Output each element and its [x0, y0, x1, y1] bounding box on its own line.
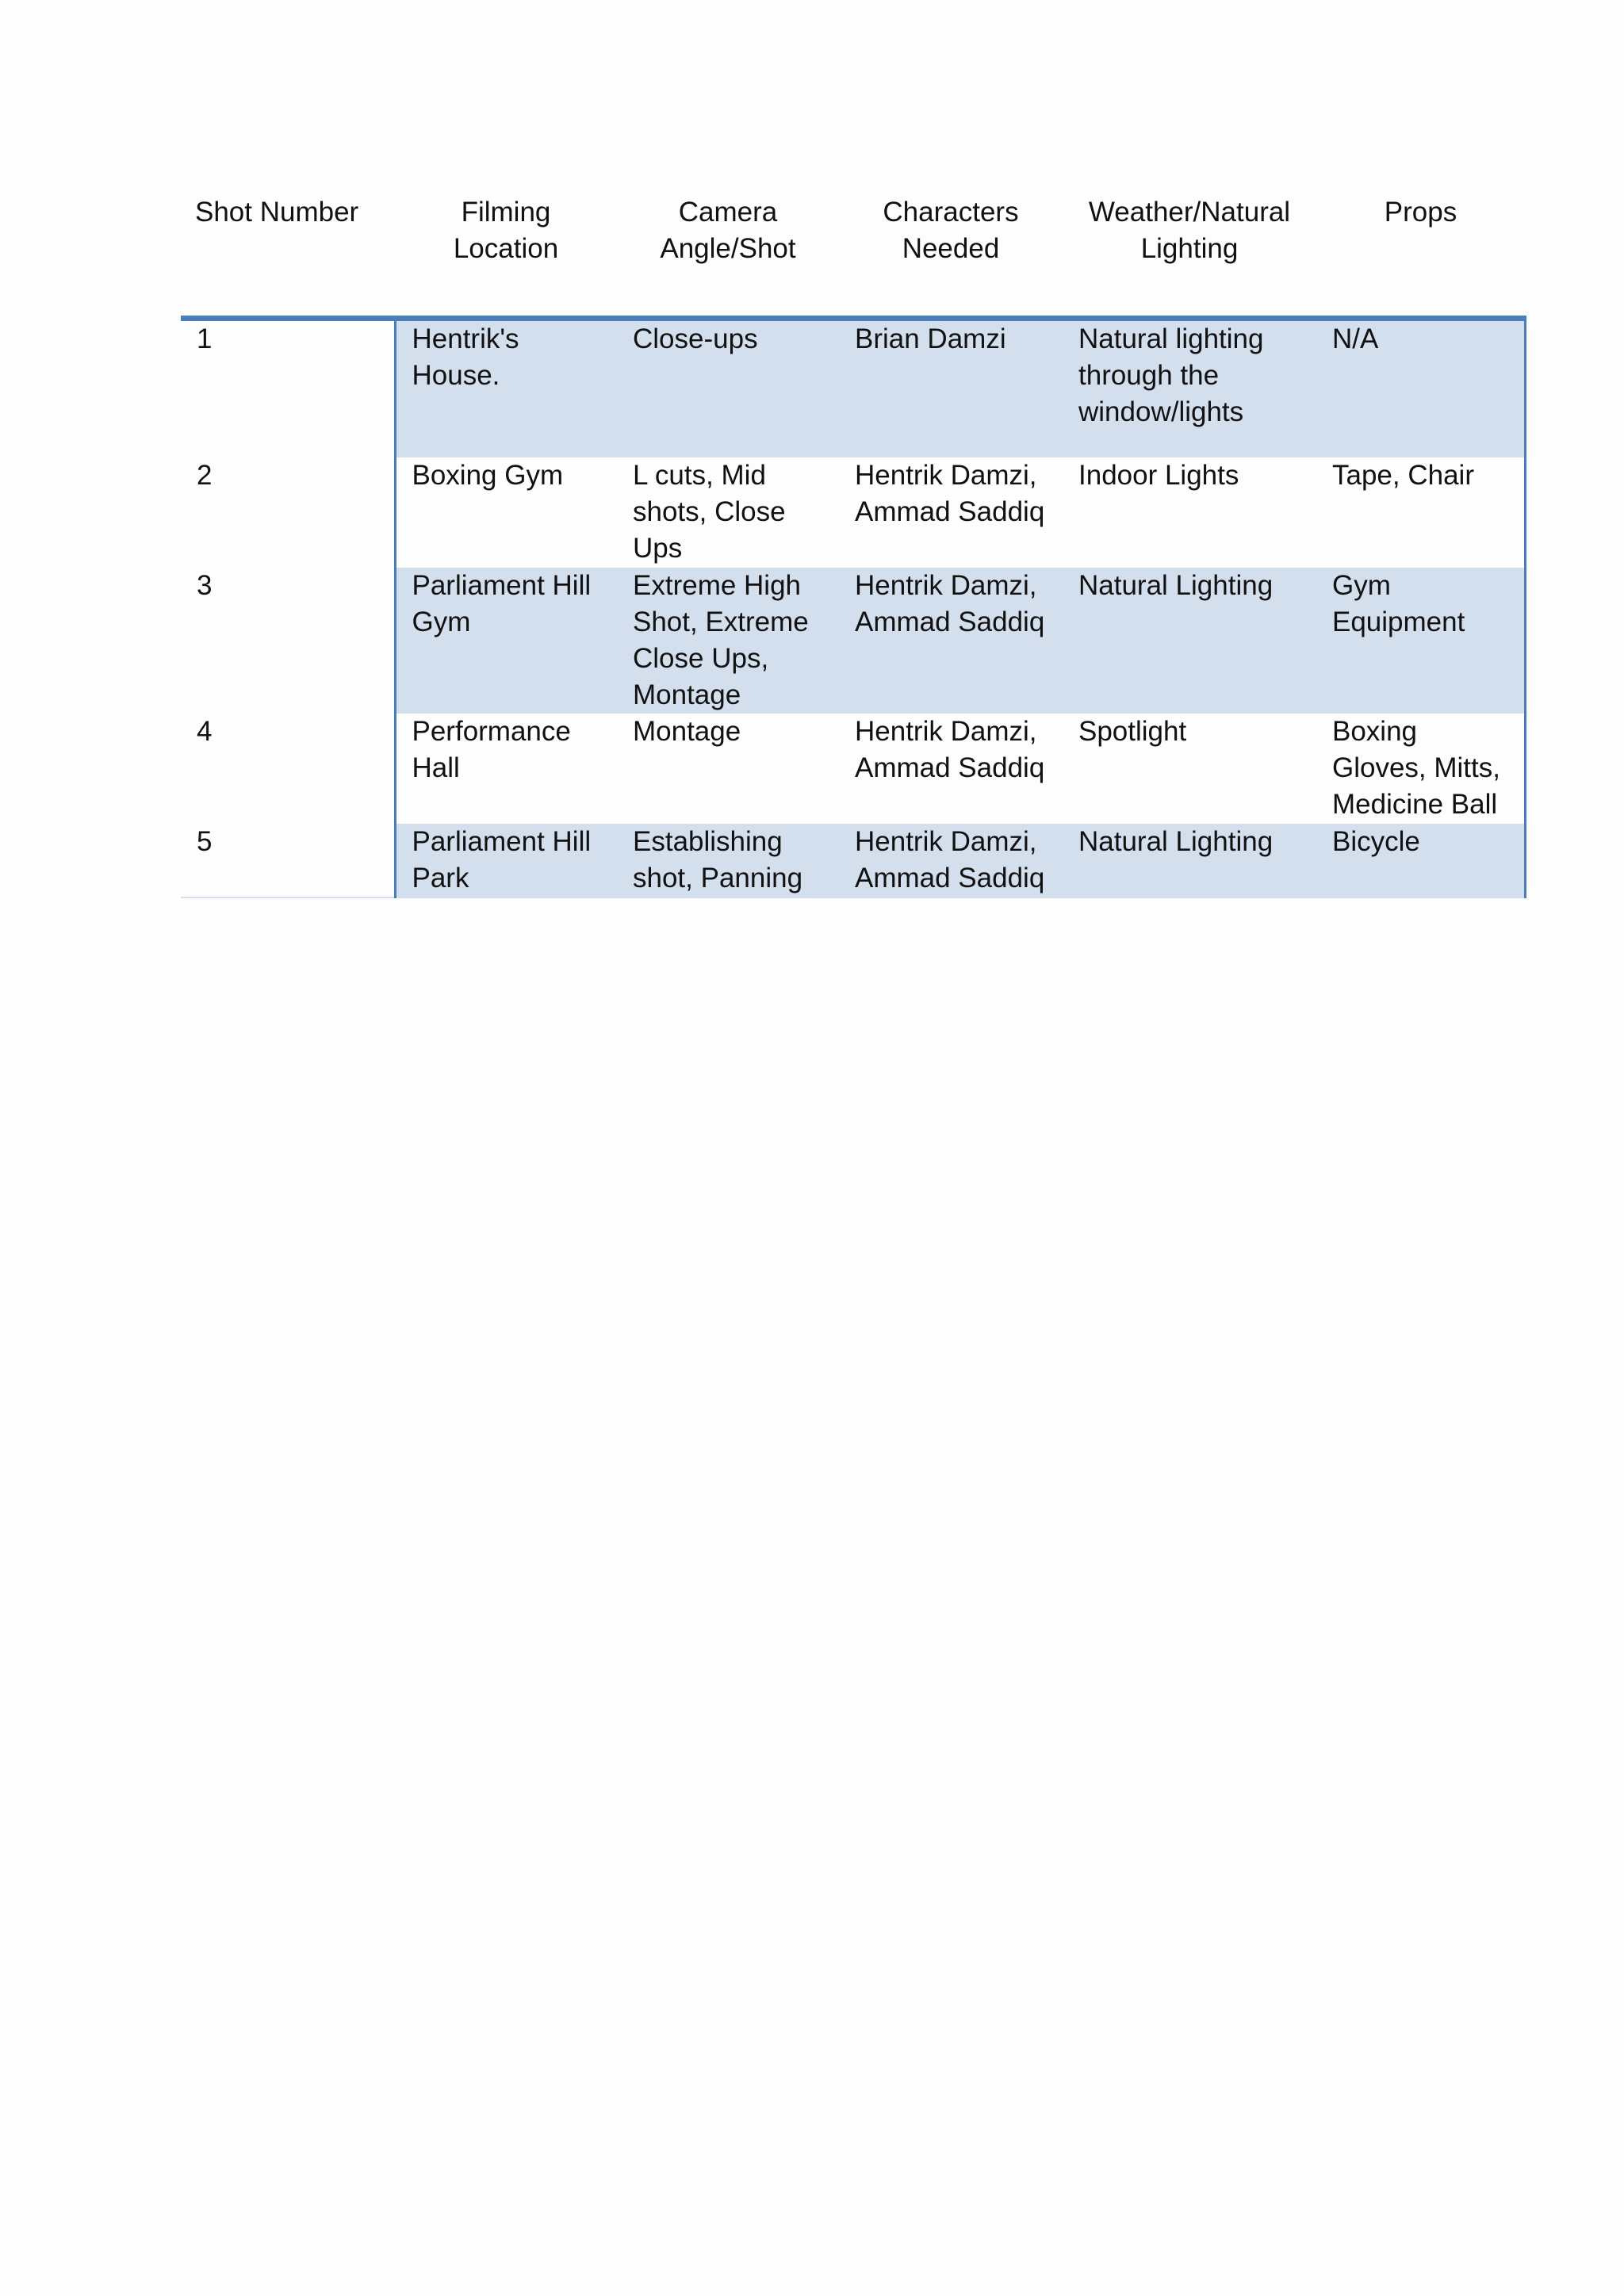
header-filming-location-line2: Location — [453, 233, 559, 264]
cell-camera: Montage — [617, 714, 839, 824]
cell-lighting: Natural Lighting — [1063, 824, 1316, 897]
header-camera-angle — [617, 186, 839, 318]
cell-lighting: Indoor Lights — [1063, 457, 1316, 568]
cell-props: Bicycle — [1316, 824, 1525, 897]
header-characters-needed-line2: Needed — [902, 233, 1000, 264]
cell-shot-number: 5 — [181, 824, 395, 897]
cell-camera: Establishing shot, Panning — [617, 824, 839, 897]
cell-characters: Hentrik Damzi, Ammad Saddiq — [839, 714, 1063, 824]
cell-camera: Close-ups — [617, 318, 839, 457]
table-body — [181, 318, 1525, 897]
cell-camera: L cuts, Mid shots, Close Ups — [617, 457, 839, 568]
cell-shot-number: 4 — [181, 714, 395, 824]
cell-location: Boxing Gym — [395, 457, 617, 568]
cell-characters: Brian Damzi — [839, 318, 1063, 457]
header-filming-location — [395, 186, 617, 318]
cell-location: Parliament Hill Park — [395, 824, 617, 897]
cell-lighting: Natural Lighting — [1063, 568, 1316, 714]
cell-characters: Hentrik Damzi, Ammad Saddiq — [839, 457, 1063, 568]
cell-location: Hentrik's House. — [395, 318, 617, 457]
cell-props: N/A — [1316, 318, 1525, 457]
cell-camera: Extreme High Shot, Extreme Close Ups, Montage — [617, 568, 839, 714]
cell-location: Parliament Hill Gym — [395, 568, 617, 714]
table-header — [181, 186, 1525, 318]
header-props — [1316, 186, 1525, 318]
table-row — [181, 714, 1525, 824]
table-row — [181, 824, 1525, 897]
cell-lighting: Spotlight — [1063, 714, 1316, 824]
cell-props: Boxing Gloves, Mitts, Medicine Ball — [1316, 714, 1525, 824]
cell-lighting: Natural lighting through the window/lights — [1063, 318, 1316, 457]
header-shot-number — [181, 186, 395, 318]
header-camera-angle-line1: Camera — [678, 197, 778, 228]
table-row — [181, 457, 1525, 568]
shot-list-table — [181, 186, 1526, 898]
cell-props: Gym Equipment — [1316, 568, 1525, 714]
header-row — [181, 186, 1525, 318]
cell-location: Performance Hall — [395, 714, 617, 824]
header-weather-lighting-line1: Weather/Natural — [1088, 197, 1291, 228]
table-row — [181, 318, 1525, 457]
header-shot-number-text: Shot Number — [195, 197, 359, 228]
header-weather-lighting — [1063, 186, 1316, 318]
cell-shot-number: 3 — [181, 568, 395, 714]
cell-props: Tape, Chair — [1316, 457, 1525, 568]
header-props-text: Props — [1384, 197, 1457, 228]
cell-shot-number: 1 — [181, 318, 395, 457]
table-row — [181, 568, 1525, 714]
cell-characters: Hentrik Damzi, Ammad Saddiq — [839, 824, 1063, 897]
cell-characters: Hentrik Damzi, Ammad Saddiq — [839, 568, 1063, 714]
header-filming-location-line1: Filming — [461, 197, 551, 228]
cell-shot-number: 2 — [181, 457, 395, 568]
header-characters-needed-line1: Characters — [883, 197, 1019, 228]
header-camera-angle-line2: Angle/Shot — [660, 233, 796, 264]
header-weather-lighting-line2: Lighting — [1140, 233, 1239, 264]
header-characters-needed — [839, 186, 1063, 318]
